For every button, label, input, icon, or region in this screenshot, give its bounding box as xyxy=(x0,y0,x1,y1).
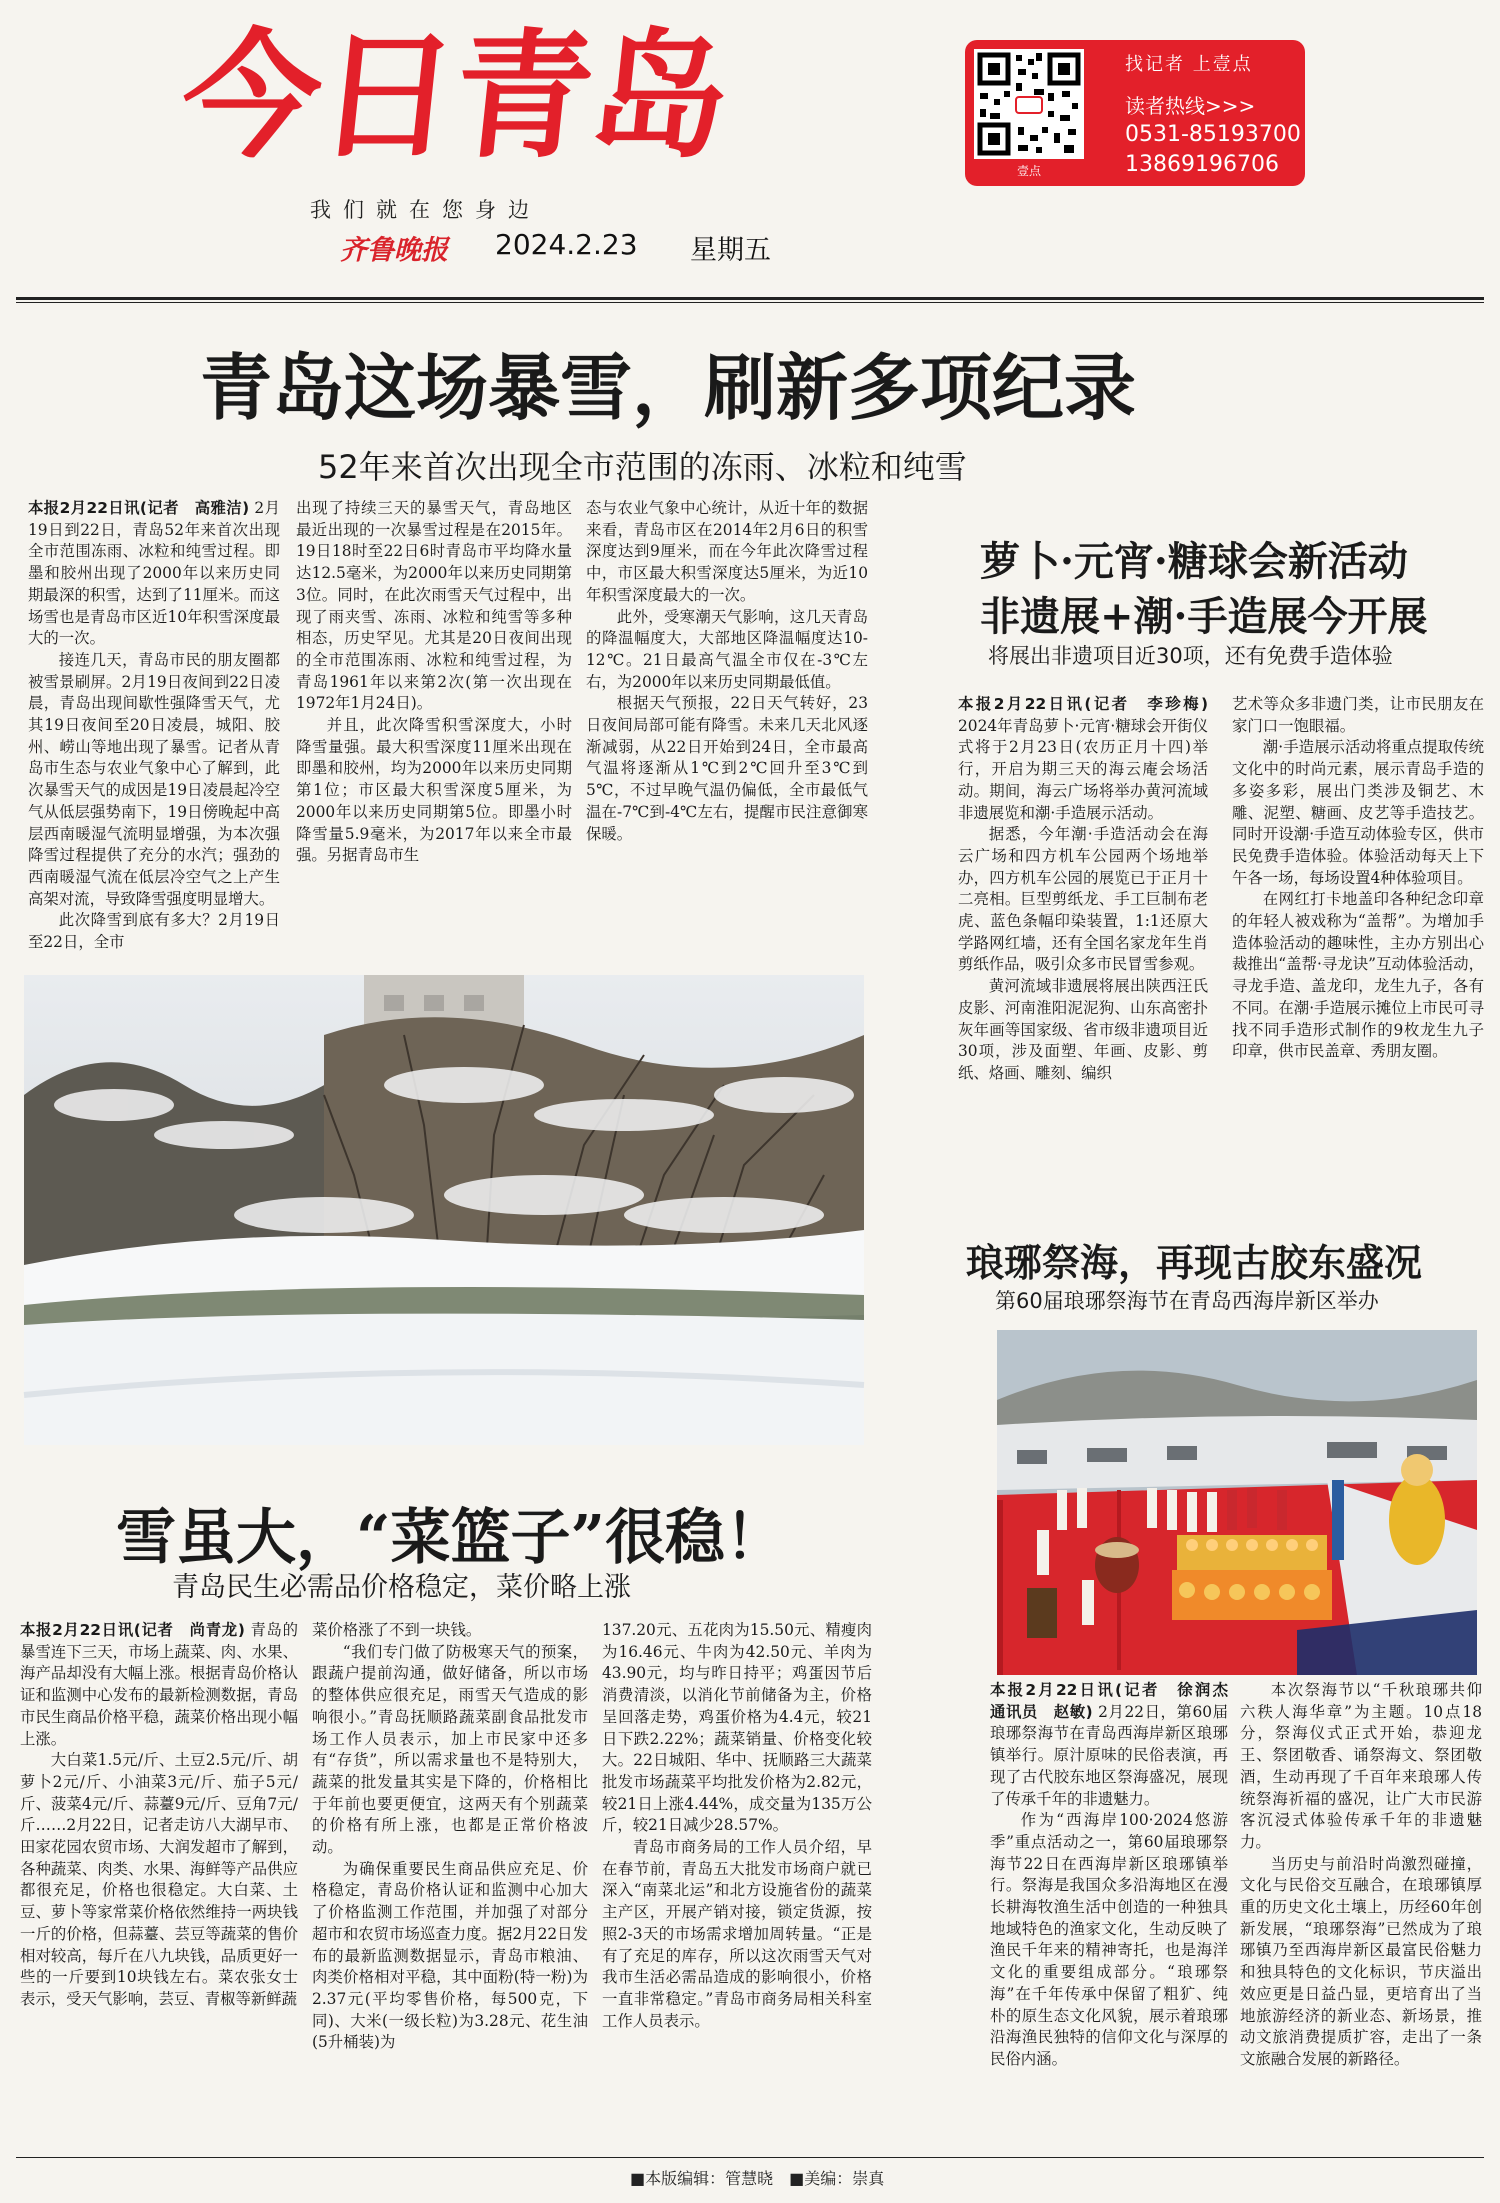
paragraph: 本次祭海节以“千秋琅琊共仰 六秩人海华章”为主题。10点18分，祭海仪式正式开始，恭迎龙王、祭团敬香、诵祭海文、祭团敬酒，生动再现了千百年来琅琊人传统祭海祈福的盛况，让广大市民游客沉浸式体验传承千年的非遗魅力。 xyxy=(1240,1681,1498,1851)
event-story-col-1 xyxy=(958,694,1208,1190)
paragraph: 态与农业气象中心统计，从近十年的数据来看，青岛市区在2014年2月6日的积雪深度达到9厘米，而在今年此次降雪过程中，市区最大积雪深度达5厘米，为近10年积雪深度最大的一次。 xyxy=(586,499,868,604)
langya-story-col-1 xyxy=(990,1680,1244,2140)
veg-story-col-1 xyxy=(20,1620,298,2150)
paragraph: 在网红打卡地盖印各种纪念印章的年轻人被戏称为“盖帮”。为增加手造体验活动的趣味性，主办方别出心裁推出“盖帮·寻龙诀”互动体验活动，寻龙手造、盖龙印，龙生九子，各有不同。在潮·手造展示摊位上市民可寻找不同手造形式制作的9枚龙生九子印章，供市民盖章、秀朋友圈。 xyxy=(1232,890,1484,1061)
langya-headline: 琅琊祭海，再现古胶东盛况 xyxy=(966,1240,1423,1285)
masthead-slogan: 我们就在您身边 xyxy=(310,198,541,222)
paragraph: 据悉，今年潮·手造活动会在海云广场和四方机车公园两个场地举办，四方机车公园的展览已于正月十二亮相。巨型剪纸龙、手工巨制布老虎、蓝色条幅印染装置，1:1还原大学路网红墙，还有全国名家龙年生肖剪纸作品，吸引众多市民冒雪参观。 xyxy=(958,825,1208,974)
main-story-col-2 xyxy=(296,498,572,966)
qr-code[interactable] xyxy=(974,49,1084,159)
editor-credit: ■本版编辑：管慧晓 ■美编：崇真 xyxy=(630,2169,885,2188)
veg-story-col-3 xyxy=(602,1620,872,2150)
paragraph: “我们专门做了防极寒天气的预案，跟蔬户提前沟通，做好储备，所以市场的整体供应很充足，雨雪天气造成的影响很小。”青岛抚顺路蔬菜副食品批发市场工作人员表示，加上市民家中还多有“存货”，所以需求量也不是特别大，蔬菜的批发量其实是下降的，价格相比于年前也要更便宜，这两天有个别蔬菜的价格有所上涨，也都是正常价格波动。 xyxy=(312,1642,588,1857)
paragraph: 本报2月22日讯(记者 李珍梅) 2024年青岛萝卜·元宵·糖球会开街仪式将于2月23日(农历正月十四)举行，开启为期三天的海云庵会场活动。期间，海云广场将举办黄河流域非遗展览和潮·手造展示活动。 xyxy=(958,695,1208,822)
paragraph: 根据天气预报，22日天气转好，23日夜间局部可能有降雪。未来几天北风逐渐减弱，从22日开始到24日，全市最高气温将逐渐从1℃到2℃回升至3℃到5℃，不过早晚气温仍偏低，全市最低气温在-7℃到-4℃左右，提醒市民注意御寒保暖。 xyxy=(586,694,868,843)
paragraph: 接连几天，青岛市民的朋友圈都被雪景刷屏。2月19日夜间到22日凌晨，青岛出现间歇性强降雪天气，尤其19日夜间至20日凌晨，城阳、胶州、崂山等地出现了暴雪。记者从青岛市生态与农业气象中心了解到，此次暴雪天气的成因是19日凌晨起冷空气从低层强势南下，19日傍晚起中高层西南暖湿气流明显增强，为本次强降雪过程提供了充分的水汽；强劲的西南暖湿气流在低层冷空气之上产生高架对流，导致降雪强度明显增大。 xyxy=(28,650,280,908)
paragraph: 此次降雪到底有多大？2月19日至22日，全市 xyxy=(28,911,280,952)
paragraph: 为确保重要民生商品供应充足、价格稳定，青岛价格认证和监测中心加大了价格监测工作范围，并加强了对部分超市和农贸市场巡查力度。据2月22日发布的最新监测数据显示，青岛市粮油、肉类价格相对平稳，其中面粉(特一粉)为2.37元(平均零售价格，每500克，下同)、大米(一级长粒)为3.28元、花生油(5升桶装)为 xyxy=(312,1859,588,2052)
paragraph: 作为“西海岸100·2024悠游季”重点活动之一，第60届琅琊祭海节22日在西海岸新区琅琊镇举行。祭海是我国众多沿海地区在漫长耕海牧渔生活中创造的一种独具地域特色的渔家文化，生动反映了渔民千年来的精神寄托，也是海洋文化的重要组成部分。“琅琊祭海”在千年传承中保留了粗犷、纯朴的原生态文化风貌，展示着琅琊沿海渔民独特的信仰文化与深厚的民俗内涵。 xyxy=(990,1811,1228,2068)
issue-weekday: 星期五 xyxy=(690,235,771,266)
footer-divider xyxy=(16,2157,1484,2158)
paragraph: 青岛市商务局的工作人员介绍，早在春节前，青岛五大批发市场商户就已深入“南菜北运”和北方设施省份的蔬菜主产区，开展产销对接，锁定货源，按照2-3天的市场需求增加周转量。“正是有了充足的库存，所以这次雨雪天气对我市生活必需品造成的影响很小，价格一直非常稳定。”青岛市商务局相关科室工作人员表示。 xyxy=(602,1838,872,2030)
paragraph: 137.20元、五花肉为15.50元、精瘦肉为16.46元、牛肉为42.50元、羊肉为43.90元，均与昨日持平；鸡蛋因节后消费清淡，以消化节前储备为主，价格呈回落走势，鸡蛋价格为4.4元，较21日下跌2.22%；蔬菜销量、价格变化较大。22日城阳、华中、抚顺路三大蔬菜批发市场蔬菜平均批发价格为2.82元，较21日上涨4.44%，成交量为135万公斤，较21日减少28.57%。 xyxy=(602,1621,872,1835)
paragraph: 本报2月22日讯(记者 徐润杰 通讯员 赵敏) 2月22日，第60届琅琊祭海节在青岛西海岸新区琅琊镇举行。原汁原味的民俗表演，再现了古代胶东地区祭海盛况，展现了传承千年的非遗魅力。 xyxy=(990,1681,1244,1808)
masthead-logo: 今日青岛 xyxy=(174,16,736,177)
ritual-photo xyxy=(997,1330,1477,1675)
main-subhead: 52年来首次出现全市范围的冻雨、冰粒和纯雪 xyxy=(318,448,967,486)
main-story-col-1 xyxy=(28,498,280,978)
byline: 本报2月22日讯(记者 尚青龙) xyxy=(20,1621,245,1639)
hotline-tagline: 找记者 上壹点 xyxy=(1125,54,1253,75)
paragraph: 大白菜1.5元/斤、土豆2.5元/斤、胡萝卜2元/斤、小油菜3元/斤、茄子5元/斤、菠菜4元/斤、蒜薹9元/斤、豆角7元/斤……2月22日，记者走访八大湖早市、田家花园农贸市场、大润发超市了解到，各种蔬菜、肉类、水果、海鲜等产品供应都很充足，价格也很稳定。大白菜、土豆、萝卜等家常菜价格依然维持一两块钱一斤的价格，但蒜薹、芸豆等蔬菜的售价相对较高，每斤在八九块钱，品质更好一些的一斤要到10块钱左右。菜农张女士表示，受天气影响，芸豆、青椒等新鲜蔬 xyxy=(20,1751,298,2008)
event-story-col-2 xyxy=(1232,694,1484,1190)
qr-label: 壹点 xyxy=(1016,164,1041,178)
veg-subhead: 青岛民生必需品价格稳定，菜价略上涨 xyxy=(172,1572,631,1603)
paragraph: 艺术等众多非遗门类，让市民朋友在家门口一饱眼福。 xyxy=(1232,695,1484,735)
hotline-label: 读者热线>>> xyxy=(1125,94,1256,118)
event-headline-2: 非遗展+潮·手造展今开展 xyxy=(980,593,1428,640)
paragraph: 黄河流域非遗展将展出陕西汪氏皮影、河南淮阳泥泥狗、山东高密扑灰年画等国家级、省市级非遗项目近30项，涉及面塑、年画、皮影、剪纸、烙画、雕刻、编织 xyxy=(958,977,1208,1082)
paragraph: 并且，此次降雪积雪深度大，小时降雪量强。最大积雪深度11厘米出现在即墨和胶州，均为2000年以来历史同期第1位；市区最大积雪深度5厘米，为2000年以来历史同期第5位。即墨小时降雪量5.9毫米，为2017年以来全市最强。另据青岛市生 xyxy=(296,716,572,865)
hotline-box xyxy=(965,40,1305,186)
event-subhead: 将展出非遗项目近30项，还有免费手造体验 xyxy=(988,644,1393,668)
hotline-phone-2[interactable]: 13869196706 xyxy=(1125,152,1279,177)
event-headline-1: 萝卜·元宵·糖球会新活动 xyxy=(980,538,1408,585)
paragraph: 本报2月22日讯(记者 尚青龙) 青岛的暴雪连下三天，市场上蔬菜、肉、水果、海产品却没有大幅上涨。根据青岛价格认证和监测中心发布的最新检测数据，青岛市民生商品价格平稳，蔬菜价格出现小幅上涨。 xyxy=(20,1621,298,1748)
paragraph: 出现了持续三天的暴雪天气，青岛地区最近出现的一次暴雪过程是在2015年。19日18时至22日6时青岛市平均降水量达12.5毫米，为2000年以来历史同期第3位。同时，在此次雨雪天气过程中，出现了雨夹雪、冻雨、冰粒和纯雪等多种相态，历史罕见。尤其是20日夜间出现的全市范围冻雨、冰粒和纯雪过程，为青岛1961年以来第2次(第一次出现在1972年1月24日)。 xyxy=(296,499,572,713)
main-headline: 青岛这场暴雪，刷新多项纪录 xyxy=(200,345,1137,430)
masthead-divider xyxy=(16,297,1484,300)
hotline-phone-1[interactable]: 0531-85193700 xyxy=(1125,122,1301,147)
issue-date: 2024.2.23 xyxy=(495,228,638,261)
paragraph: 菜价格涨了不到一块钱。 xyxy=(312,1621,482,1639)
paragraph: 当历史与前沿时尚激烈碰撞，文化与民俗交互融合，在琅琊镇厚重的历史文化土壤上，历经60年创新发展，“琅琊祭海”已然成为了琅琊镇乃至西海岸新区最富民俗魅力和独具特色的文化标识，节庆溢出效应更是日益凸显，更培育出了当地旅游经济的新业态、新场景，推动文旅消费提质扩容，走出了一条文旅融合发展的新路径。 xyxy=(1240,1854,1482,2068)
byline: 本报2月22日讯(记者 李珍梅) xyxy=(958,695,1208,713)
langya-subhead: 第60届琅琊祭海节在青岛西海岸新区举办 xyxy=(995,1289,1379,1313)
snow-photo xyxy=(24,975,864,1445)
brand-name: 齐鲁晚报 xyxy=(340,235,448,266)
veg-headline: 雪虽大，“菜篮子”很稳！ xyxy=(116,1503,786,1573)
veg-story-col-2 xyxy=(312,1620,588,2150)
paragraph: 本报2月22日讯(记者 高雅洁) 2月19日到22日，青岛52年来首次出现全市范围冻雨、冰粒和纯雪过程。即墨和胶州出现了2000年以来历史同期最深的积雪，达到了11厘米。而这场雪也是青岛市区近10年积雪深度最大的一次。 xyxy=(28,499,280,648)
masthead-divider-thin xyxy=(16,302,1484,303)
paragraph: 此外，受寒潮天气影响，这几天青岛的降温幅度大，大部地区降温幅度达10-12℃。21日最高气温全市仅在-3℃左右，为2000年以来历史同期最低值。 xyxy=(586,607,868,691)
byline: 本报2月22日讯(记者 高雅洁) xyxy=(28,499,250,517)
main-story-col-3 xyxy=(586,498,868,962)
langya-story-col-2 xyxy=(1240,1680,1498,2140)
paragraph: 潮·手造展示活动将重点提取传统文化中的时尚元素，展示青岛手造的多姿多彩，展出门类涉及铜艺、木雕、泥塑、糖画、皮艺等手造技艺。同时开设潮·手造互动体验专区，供市民免费手造体验。体验活动每天上下午各一场，每场设置4种体验项目。 xyxy=(1232,738,1484,887)
byline: 本报2月22日讯(记者 徐润杰 通讯员 赵敏) xyxy=(990,1681,1244,1721)
qr-code-icon xyxy=(974,49,1084,159)
